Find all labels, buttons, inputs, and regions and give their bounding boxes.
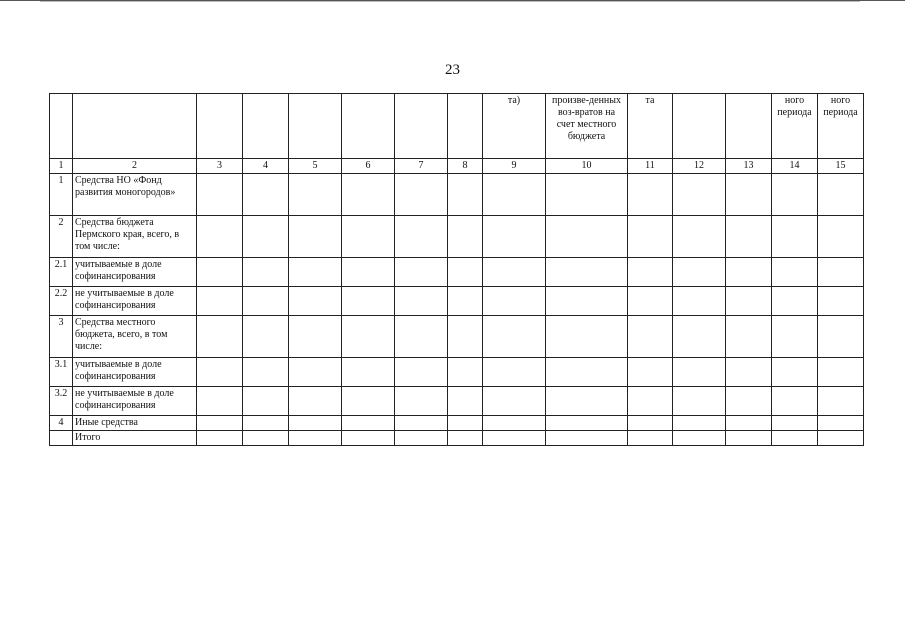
empty-value-cell <box>628 358 673 387</box>
empty-value-cell <box>772 358 818 387</box>
row-name-cell: Средства бюджета Пермского края, всего, в том числе: <box>73 216 197 258</box>
empty-value-cell <box>289 316 342 358</box>
empty-value-cell <box>448 258 483 287</box>
empty-value-cell <box>243 258 289 287</box>
empty-value-cell <box>726 216 772 258</box>
header-cell <box>342 94 395 159</box>
empty-value-cell <box>546 431 628 446</box>
row-number-cell: 3.1 <box>50 358 73 387</box>
empty-value-cell <box>342 416 395 431</box>
header-cell <box>289 94 342 159</box>
header-cell <box>395 94 448 159</box>
empty-value-cell <box>818 358 864 387</box>
empty-value-cell <box>448 174 483 216</box>
table-row <box>50 216 864 258</box>
empty-value-cell <box>197 287 243 316</box>
empty-value-cell <box>818 258 864 287</box>
empty-value-cell <box>726 387 772 416</box>
row-name-cell: Итого <box>73 431 197 446</box>
column-number-cell: 10 <box>546 159 628 174</box>
column-number-cell: 7 <box>395 159 448 174</box>
empty-value-cell <box>628 416 673 431</box>
empty-value-cell <box>546 174 628 216</box>
row-name-cell: не учитываемые в доле софинансирования <box>73 387 197 416</box>
empty-value-cell <box>243 358 289 387</box>
empty-value-cell <box>726 358 772 387</box>
empty-value-cell <box>342 431 395 446</box>
empty-value-cell <box>546 387 628 416</box>
empty-value-cell <box>197 358 243 387</box>
empty-value-cell <box>197 174 243 216</box>
row-name-cell: Средства НО «Фонд развития моногородов» <box>73 174 197 216</box>
empty-value-cell <box>243 431 289 446</box>
empty-value-cell <box>483 358 546 387</box>
empty-value-cell <box>395 416 448 431</box>
header-cell: произве-денных воз-вратов на счет местного бюджета <box>546 94 628 159</box>
empty-value-cell <box>772 431 818 446</box>
empty-value-cell <box>448 316 483 358</box>
column-number-cell: 11 <box>628 159 673 174</box>
table-row <box>50 258 864 287</box>
column-number-cell: 1 <box>50 159 73 174</box>
empty-value-cell <box>818 287 864 316</box>
empty-value-cell <box>243 174 289 216</box>
empty-value-cell <box>342 174 395 216</box>
empty-value-cell <box>726 287 772 316</box>
empty-value-cell <box>818 387 864 416</box>
empty-value-cell <box>546 216 628 258</box>
empty-value-cell <box>395 216 448 258</box>
empty-value-cell <box>448 358 483 387</box>
column-number-cell: 9 <box>483 159 546 174</box>
row-name-cell: учитываемые в доле софинансирования <box>73 358 197 387</box>
empty-value-cell <box>197 416 243 431</box>
row-number-cell <box>50 431 73 446</box>
column-number-cell: 6 <box>342 159 395 174</box>
column-number-cell: 13 <box>726 159 772 174</box>
row-number-cell: 3.2 <box>50 387 73 416</box>
empty-value-cell <box>243 387 289 416</box>
empty-value-cell <box>673 416 726 431</box>
empty-value-cell <box>289 258 342 287</box>
empty-value-cell <box>772 316 818 358</box>
row-number-cell: 3 <box>50 316 73 358</box>
empty-value-cell <box>772 258 818 287</box>
empty-value-cell <box>342 358 395 387</box>
empty-value-cell <box>448 287 483 316</box>
empty-value-cell <box>628 316 673 358</box>
header-cell: та <box>628 94 673 159</box>
table-row <box>50 287 864 316</box>
empty-value-cell <box>546 416 628 431</box>
empty-value-cell <box>342 387 395 416</box>
empty-value-cell <box>483 216 546 258</box>
empty-value-cell <box>342 287 395 316</box>
empty-value-cell <box>197 431 243 446</box>
empty-value-cell <box>673 174 726 216</box>
empty-value-cell <box>289 216 342 258</box>
empty-value-cell <box>546 316 628 358</box>
scan-edge-line <box>40 1 860 2</box>
table-row <box>50 316 864 358</box>
empty-value-cell <box>673 387 726 416</box>
empty-value-cell <box>289 287 342 316</box>
empty-value-cell <box>772 387 818 416</box>
header-cell <box>673 94 726 159</box>
empty-value-cell <box>483 287 546 316</box>
empty-value-cell <box>628 216 673 258</box>
empty-value-cell <box>726 258 772 287</box>
table-row <box>50 416 864 431</box>
empty-value-cell <box>483 316 546 358</box>
row-number-cell: 2.1 <box>50 258 73 287</box>
header-cell <box>726 94 772 159</box>
empty-value-cell <box>546 358 628 387</box>
financing-table <box>49 93 864 446</box>
empty-value-cell <box>628 287 673 316</box>
empty-value-cell <box>289 387 342 416</box>
empty-value-cell <box>673 287 726 316</box>
empty-value-cell <box>772 174 818 216</box>
column-number-cell: 12 <box>673 159 726 174</box>
empty-value-cell <box>448 216 483 258</box>
empty-value-cell <box>243 316 289 358</box>
header-cell: ного периода <box>772 94 818 159</box>
table-row <box>50 387 864 416</box>
header-cell <box>448 94 483 159</box>
empty-value-cell <box>395 287 448 316</box>
empty-value-cell <box>243 216 289 258</box>
empty-value-cell <box>395 316 448 358</box>
empty-value-cell <box>546 287 628 316</box>
row-number-cell: 1 <box>50 174 73 216</box>
empty-value-cell <box>772 216 818 258</box>
empty-value-cell <box>342 258 395 287</box>
empty-value-cell <box>772 416 818 431</box>
column-number-cell: 3 <box>197 159 243 174</box>
empty-value-cell <box>673 216 726 258</box>
header-cell <box>50 94 73 159</box>
empty-value-cell <box>483 174 546 216</box>
empty-value-cell <box>395 431 448 446</box>
column-number-cell: 2 <box>73 159 197 174</box>
column-number-cell: 5 <box>289 159 342 174</box>
header-cell <box>73 94 197 159</box>
empty-value-cell <box>673 316 726 358</box>
empty-value-cell <box>289 174 342 216</box>
empty-value-cell <box>289 358 342 387</box>
empty-value-cell <box>818 216 864 258</box>
column-number-cell: 14 <box>772 159 818 174</box>
empty-value-cell <box>726 416 772 431</box>
row-name-cell: учитываемые в доле софинансирования <box>73 258 197 287</box>
empty-value-cell <box>726 174 772 216</box>
empty-value-cell <box>483 387 546 416</box>
row-name-cell: не учитываемые в доле софинансирования <box>73 287 197 316</box>
header-cell: та) <box>483 94 546 159</box>
row-name-cell: Средства местного бюджета, всего, в том числе: <box>73 316 197 358</box>
empty-value-cell <box>197 387 243 416</box>
empty-value-cell <box>342 216 395 258</box>
empty-value-cell <box>395 358 448 387</box>
empty-value-cell <box>483 431 546 446</box>
empty-value-cell <box>818 174 864 216</box>
empty-value-cell <box>289 431 342 446</box>
empty-value-cell <box>628 387 673 416</box>
empty-value-cell <box>628 431 673 446</box>
empty-value-cell <box>818 431 864 446</box>
row-number-cell: 4 <box>50 416 73 431</box>
table-row <box>50 174 864 216</box>
header-cell <box>197 94 243 159</box>
empty-value-cell <box>673 431 726 446</box>
empty-value-cell <box>483 416 546 431</box>
page-number: 23 <box>445 62 460 78</box>
empty-value-cell <box>197 316 243 358</box>
empty-value-cell <box>726 316 772 358</box>
empty-value-cell <box>818 416 864 431</box>
empty-value-cell <box>342 316 395 358</box>
column-number-cell: 8 <box>448 159 483 174</box>
empty-value-cell <box>726 431 772 446</box>
column-number-cell: 15 <box>818 159 864 174</box>
empty-value-cell <box>448 416 483 431</box>
empty-value-cell <box>673 258 726 287</box>
empty-value-cell <box>395 174 448 216</box>
empty-value-cell <box>818 316 864 358</box>
table-row <box>50 358 864 387</box>
empty-value-cell <box>197 258 243 287</box>
empty-value-cell <box>448 431 483 446</box>
empty-value-cell <box>448 387 483 416</box>
column-number-row <box>50 159 864 174</box>
empty-value-cell <box>243 287 289 316</box>
column-number-cell: 4 <box>243 159 289 174</box>
row-name-cell: Иные средства <box>73 416 197 431</box>
empty-value-cell <box>243 416 289 431</box>
empty-value-cell <box>772 287 818 316</box>
header-cell <box>243 94 289 159</box>
empty-value-cell <box>628 174 673 216</box>
empty-value-cell <box>197 216 243 258</box>
empty-value-cell <box>395 258 448 287</box>
empty-value-cell <box>483 258 546 287</box>
empty-value-cell <box>673 358 726 387</box>
empty-value-cell <box>289 416 342 431</box>
empty-value-cell <box>628 258 673 287</box>
table-row <box>50 431 864 446</box>
row-number-cell: 2 <box>50 216 73 258</box>
table-header-row <box>50 94 864 159</box>
empty-value-cell <box>546 258 628 287</box>
row-number-cell: 2.2 <box>50 287 73 316</box>
empty-value-cell <box>395 387 448 416</box>
header-cell: ного периода <box>818 94 864 159</box>
